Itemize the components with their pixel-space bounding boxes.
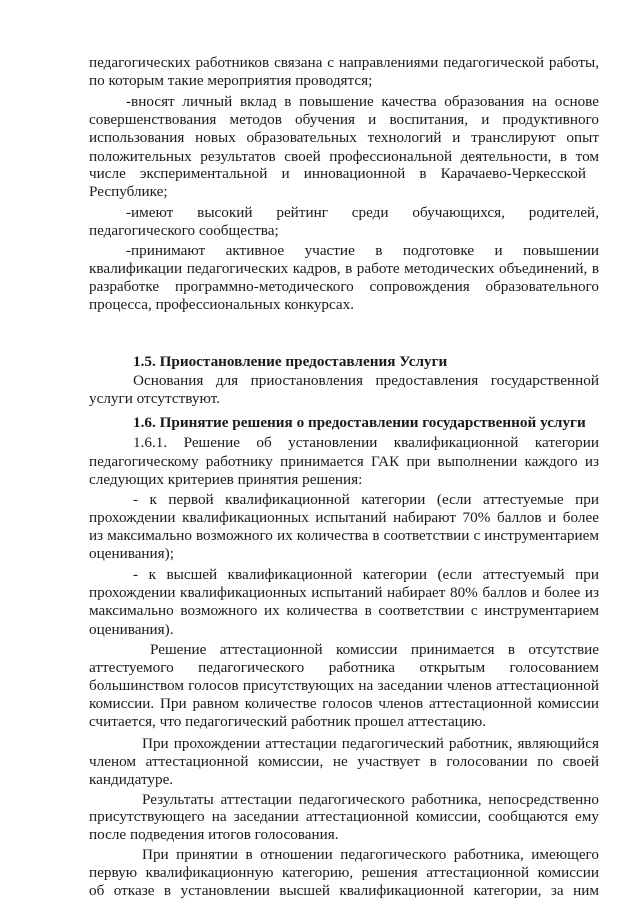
text-line: числе экспериментальной и инновационной в Карачаево-Черкесской [89, 164, 586, 182]
text-line: Республике; [89, 182, 168, 200]
text-line: кандидатуре. [89, 771, 174, 789]
text-line: квалификации педагогических кадров, в работе методических объединений, в [89, 260, 599, 278]
text-line: оценивания); [89, 545, 174, 563]
text-line: педагогическому работнику принимается ГАК при выполнении каждого из [89, 452, 599, 470]
section-heading: 1.6. Принятие решения о предоставлении государственной услуги [133, 414, 586, 432]
text-line: после подведения итогов голосования. [89, 825, 339, 843]
text-line: -имеют высокий рейтинг среди обучающихся, родителей, [126, 203, 599, 221]
text-line: аттестуемого педагогического работника открытым голосованием [89, 658, 599, 676]
text-line: - к первой квалификационной категории (если аттестуемые при [133, 490, 599, 508]
text-line: использования новых образовательных технологий и транслируют опыт [89, 129, 599, 147]
text-line: процесса, профессиональных конкурсах. [89, 296, 355, 314]
text-line: положительных результатов своей профессиональной деятельности, в том [89, 147, 599, 165]
text-line: Основания для приостановления предоставления государственной [133, 371, 599, 389]
text-line: считается, что педагогический работник прошел аттестацию. [89, 713, 487, 731]
text-line: первую квалификационную категорию, решения аттестационной комиссии [89, 863, 599, 881]
text-line: - к высшей квалификационной категории (если аттестуемый при [133, 566, 599, 584]
text-line: При прохождении аттестации педагогический работник, являющийся [142, 734, 599, 752]
text-line: педагогических работников связана с направлениями педагогической работы, [89, 54, 599, 71]
text-line: Результаты аттестации педагогического работника, непосредственно [142, 791, 599, 809]
text-line: прохождении квалификационных испытаний набирают 70% баллов и более [89, 508, 599, 526]
text-line: При принятии в отношении педагогического работника, имеющего [142, 845, 599, 863]
text-line: по которым такие мероприятия проводятся; [89, 72, 373, 90]
text-line: присутствующего на заседании аттестационной комиссии, сообщаются ему [89, 807, 599, 825]
text-line: совершенствования методов обучения и воспитания, и продуктивного [89, 111, 599, 129]
text-line: об отказе в установлении высшей квалификационной категории, за ним [89, 882, 599, 899]
text-line: -принимают активное участие в подготовке и повышении [126, 241, 599, 259]
text-line: прохождении квалификационных испытаний набирает 80% баллов и более из [89, 584, 599, 602]
text-line: оценивания). [89, 620, 174, 638]
text-line: 1.6.1. Решение об установлении квалификационной категории [133, 434, 599, 452]
text-line: Решение аттестационной комиссии принимается в отсутствие [150, 640, 599, 658]
text-line: комиссии. При равном количестве голосов членов аттестационной комиссии [89, 695, 599, 712]
section-heading: 1.5. Приостановление предоставления Услуги [133, 352, 448, 370]
text-line: -вносят личный вклад в повышение качества образования на основе [126, 93, 599, 110]
text-line: членом аттестационной комиссии, не участвует в голосовании по своей [89, 753, 599, 771]
text-line: из максимально возможного их количества в соответствии с инструментарием [89, 527, 599, 544]
text-line: следующих критериев принятия решения: [89, 470, 363, 488]
text-line: разработке программно-методического сопровождения образовательного [89, 278, 599, 296]
text-line: максимально возможного их количества в соответствии с инструментарием [89, 602, 599, 620]
text-line: большинством голосов присутствующих на заседании членов аттестационной [89, 676, 599, 694]
text-line: услуги отсутствуют. [89, 389, 220, 407]
text-line: педагогического сообщества; [89, 222, 279, 239]
